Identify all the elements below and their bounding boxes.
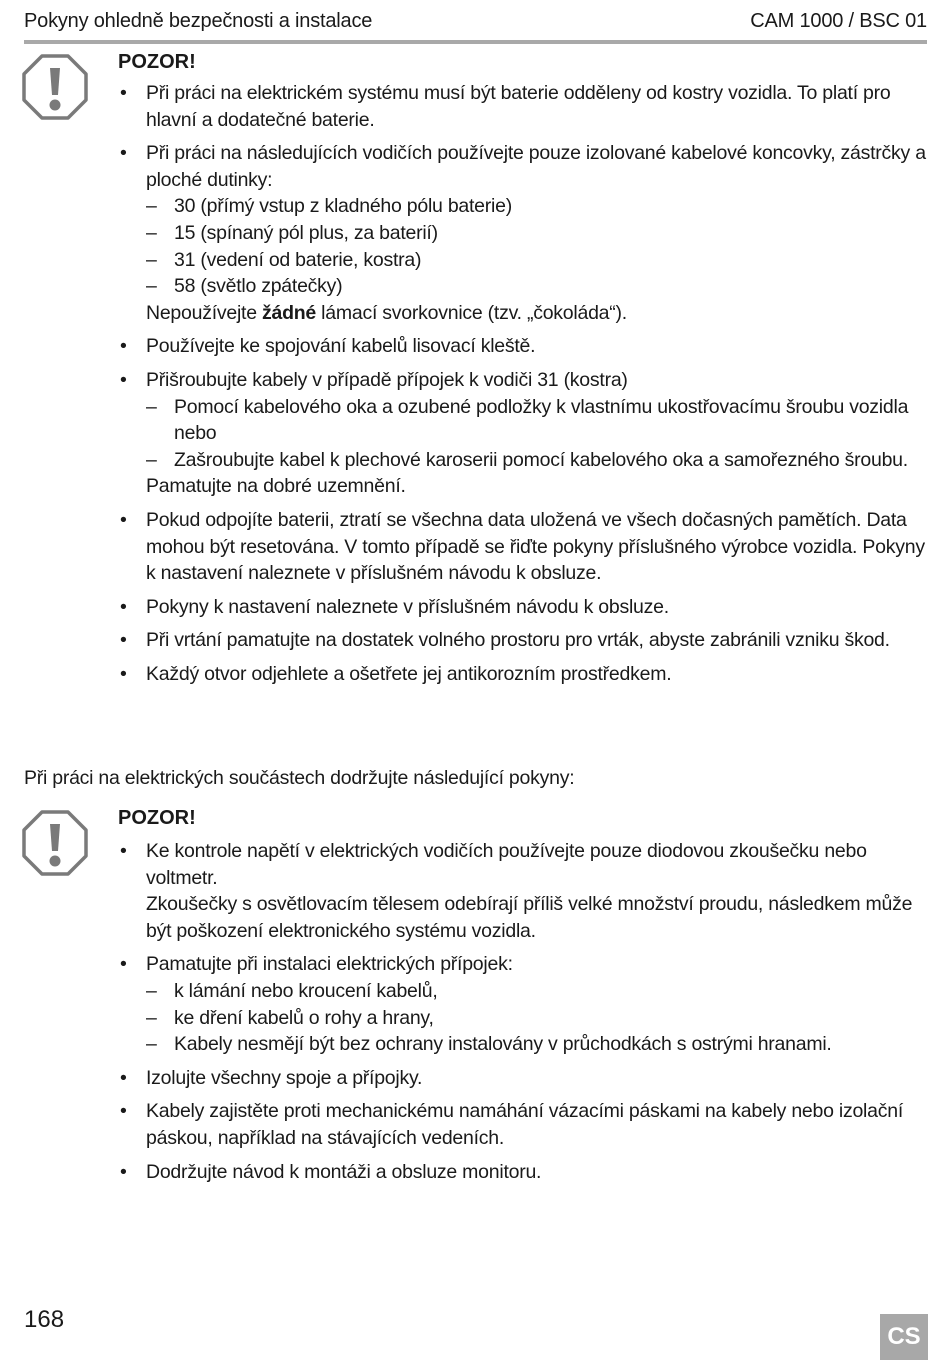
list-item-note: Zkoušečky s osvětlovacím tělesem odebírají příliš velké množství proudu, následkem může být poškození elektronického systému vozidla. (146, 893, 913, 942)
list-item-text: • Přišroubujte kabely v případě přípojek k vodiči 31 (kostra) (146, 368, 628, 391)
list-item (118, 627, 934, 654)
dash-item: – Pomocí kabelového oka a ozubené podložky k vlastnímu ukostřovacímu šroubu vozidla nebo (146, 394, 934, 447)
list-item (118, 838, 934, 944)
dash-item: – 31 (vedení od baterie, kostra) (146, 247, 934, 274)
dash-item: – 30 (přímý vstup z kladného pólu baterie) (146, 193, 934, 220)
list-item-text: Každý otvor odjehlete a ošetřete jej antikorozním prostředkem. (146, 662, 672, 685)
list-item (118, 140, 934, 326)
list-item-text: Dodržujte návod k montáži a obsluze monitoru. (146, 1160, 542, 1183)
list-item-text: Používejte ke spojování kabelů lisovací kleště. (146, 335, 536, 358)
language-badge: CS (880, 1314, 928, 1360)
dash-item: – 58 (světlo zpátečky) (146, 273, 934, 300)
list-item (118, 507, 934, 587)
list-item-note: Pamatujte na dobré uzemnění. (146, 475, 406, 498)
list-item-text: Pokyny k nastavení naleznete v příslušném návodu k obsluze. (146, 595, 669, 618)
list-item-text: Pokud odpojíte baterii, ztratí se všechna data uložená ve všech dočasných pamětích. Data mohou být resetována. V tomto případě se řiďte pokyny příslušného výrobce vozidla. Pokyny k nastavení naleznete v příslušném návodu k obsluze. (146, 508, 925, 585)
list-item (118, 1065, 934, 1092)
exclamation-octagon-icon (22, 810, 88, 876)
dash-item: – Zašroubujte kabel k plechové karoserii pomocí kabelového oka a samořezného šroubu. (146, 447, 934, 474)
list-item (118, 594, 934, 621)
dash-list (146, 193, 934, 299)
list-item (118, 1098, 934, 1151)
list-item (118, 333, 934, 360)
warning-title: POZOR! (118, 807, 196, 829)
dash-item: – ke dření kabelů o rohy a hrany, (146, 1005, 934, 1032)
dash-item: – Kabely nesmějí být bez ochrany instalovány v průchodkách s ostrými hranami. (146, 1031, 934, 1058)
list-item-text: Při práci na elektrickém systému musí být baterie odděleny od kostry vozidla. To platí pro hlavní a dodatečné baterie. (146, 82, 891, 131)
list-item-text: • Při práci na následujících vodičích používejte pouze izolované kabelové koncovky, zástrčky a ploché dutinky: (146, 142, 926, 191)
list-item-text: • Pamatujte při instalaci elektrických přípojek: (146, 953, 513, 976)
list-item (118, 1159, 934, 1186)
intro-paragraph: Při práci na elektrických součástech dodržujte následující pokyny: (24, 767, 575, 789)
list-item (118, 951, 934, 1057)
dash-list (146, 394, 934, 474)
list-item-text: Izolujte všechny spoje a přípojky. (146, 1066, 423, 1089)
list-item (118, 367, 934, 500)
header-section-title: Pokyny ohledně bezpečnosti a instalace (24, 10, 373, 32)
list-item-text: • Ke kontrole napětí v elektrických vodičích používejte pouze diodovou zkoušečku nebo voltmetr. (146, 840, 867, 889)
page-header (24, 6, 927, 44)
list-item-text: Při vrtání pamatujte na dostatek volného prostoru pro vrták, abyste zabránili vzniku škod. (146, 629, 890, 652)
header-product-name: CAM 1000 / BSC 01 (750, 10, 927, 32)
list-item-text: Kabely zajistěte proti mechanickému namáhání vázacími páskami na kabely nebo izolační páskou, například na stávajících vedeních. (146, 1100, 903, 1149)
exclamation-octagon-icon (22, 54, 88, 120)
page-number: 168 (24, 1306, 65, 1333)
warning-list (118, 838, 934, 1192)
list-item (118, 661, 934, 688)
dash-list (146, 978, 934, 1058)
emphasis-text: žádné (262, 301, 317, 324)
dash-item: – 15 (spínaný pól plus, za baterií) (146, 220, 934, 247)
warning-title: POZOR! (118, 51, 196, 73)
list-item (118, 80, 934, 133)
list-item-note: Nepoužívejte žádné lámací svorkovnice (tzv. „čokoláda“). (146, 301, 627, 324)
warning-list (118, 80, 934, 694)
dash-item: – k lámání nebo kroucení kabelů, (146, 978, 934, 1005)
